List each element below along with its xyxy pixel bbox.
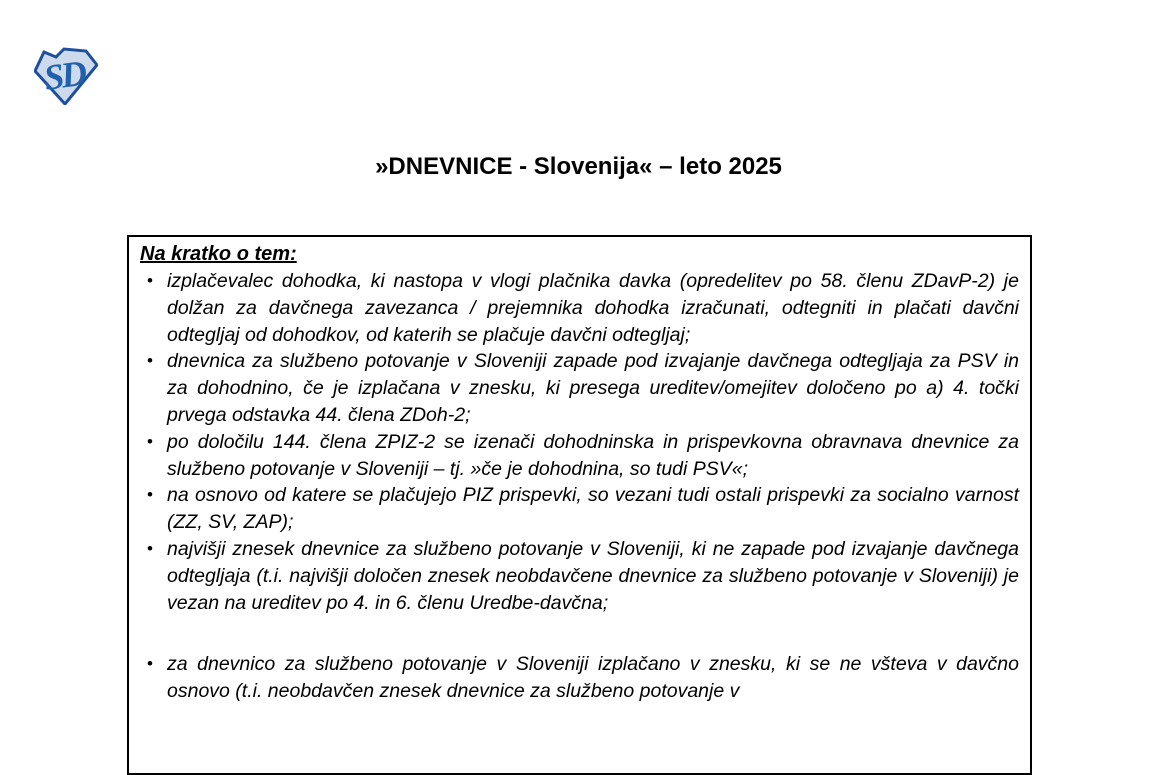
bullet-icon: • bbox=[147, 485, 153, 505]
list-item-text: po določilu 144. člena ZPIZ-2 se izenači dohodninska in prispevkovna obravnava dnevnice za službeno potovanje v Sloveniji – tj. »če je dohodnina, so tudi PSV«; bbox=[167, 430, 1019, 480]
logo-letters: SD bbox=[41, 52, 87, 98]
list-item bbox=[140, 348, 1019, 428]
list-item-text: izplačevalec dohodka, ki nastopa v vlogi plačnika davka (opredelitev po 58. členu ZDavP-2) je dolžan za davčnega zavezanca / prejemnika dohodka izračunati, odtegniti in plačati davčni odtegljaj od dohodkov, od katerih se plačuje davčni odtegljaj; bbox=[167, 270, 1019, 346]
sd-logo-icon bbox=[34, 45, 98, 105]
bullet-icon: • bbox=[147, 351, 153, 371]
list-item-text: dnevnica za službeno potovanje v Sloveniji zapade pod izvajanje davčnega odtegljaja za PSV in za dohodnino, če je izplačana v znesku, ki presega ureditev/omejitev določeno po a) 4. točki prvega odstavka 44. člena ZDoh-2; bbox=[167, 350, 1019, 426]
list-item-text: za dnevnico za službeno potovanje v Sloveniji izplačano v znesku, ki se ne všteva v davčno osnovo (t.i. neobdavčen znesek dnevnice za službeno potovanje v bbox=[167, 653, 1019, 703]
sd-logo bbox=[34, 45, 98, 105]
list-item bbox=[140, 536, 1019, 616]
list-item bbox=[140, 429, 1019, 483]
bullet-icon: • bbox=[147, 431, 153, 451]
bullet-icon: • bbox=[147, 271, 153, 290]
list-item-text: na osnovo od katere se plačujejo PIZ prispevki, so vezani tudi ostali prispevki za socialno varnost (ZZ, SV, ZAP); bbox=[167, 484, 1019, 534]
summary-list bbox=[140, 268, 1019, 705]
summary-box bbox=[127, 235, 1032, 775]
list-item-text: najvišji znesek dnevnice za službeno potovanje v Sloveniji, ki ne zapade pod izvajanje davčnega odtegljaja (t.i. najvišji določen znesek neobdavčene dnevnice za službeno potovanje v Sloveniji) je vezan na ureditev po 4. in 6. členu Uredbe-davčna; bbox=[167, 537, 1019, 614]
page-title: »DNEVNICE - Slovenija« – leto 2025 bbox=[375, 153, 782, 180]
list-item bbox=[140, 651, 1019, 705]
list-item bbox=[140, 482, 1019, 536]
summary-heading: Na kratko o tem: bbox=[140, 243, 297, 265]
bullet-icon: • bbox=[147, 538, 153, 558]
bullet-icon: • bbox=[147, 654, 153, 674]
list-item bbox=[140, 268, 1019, 348]
